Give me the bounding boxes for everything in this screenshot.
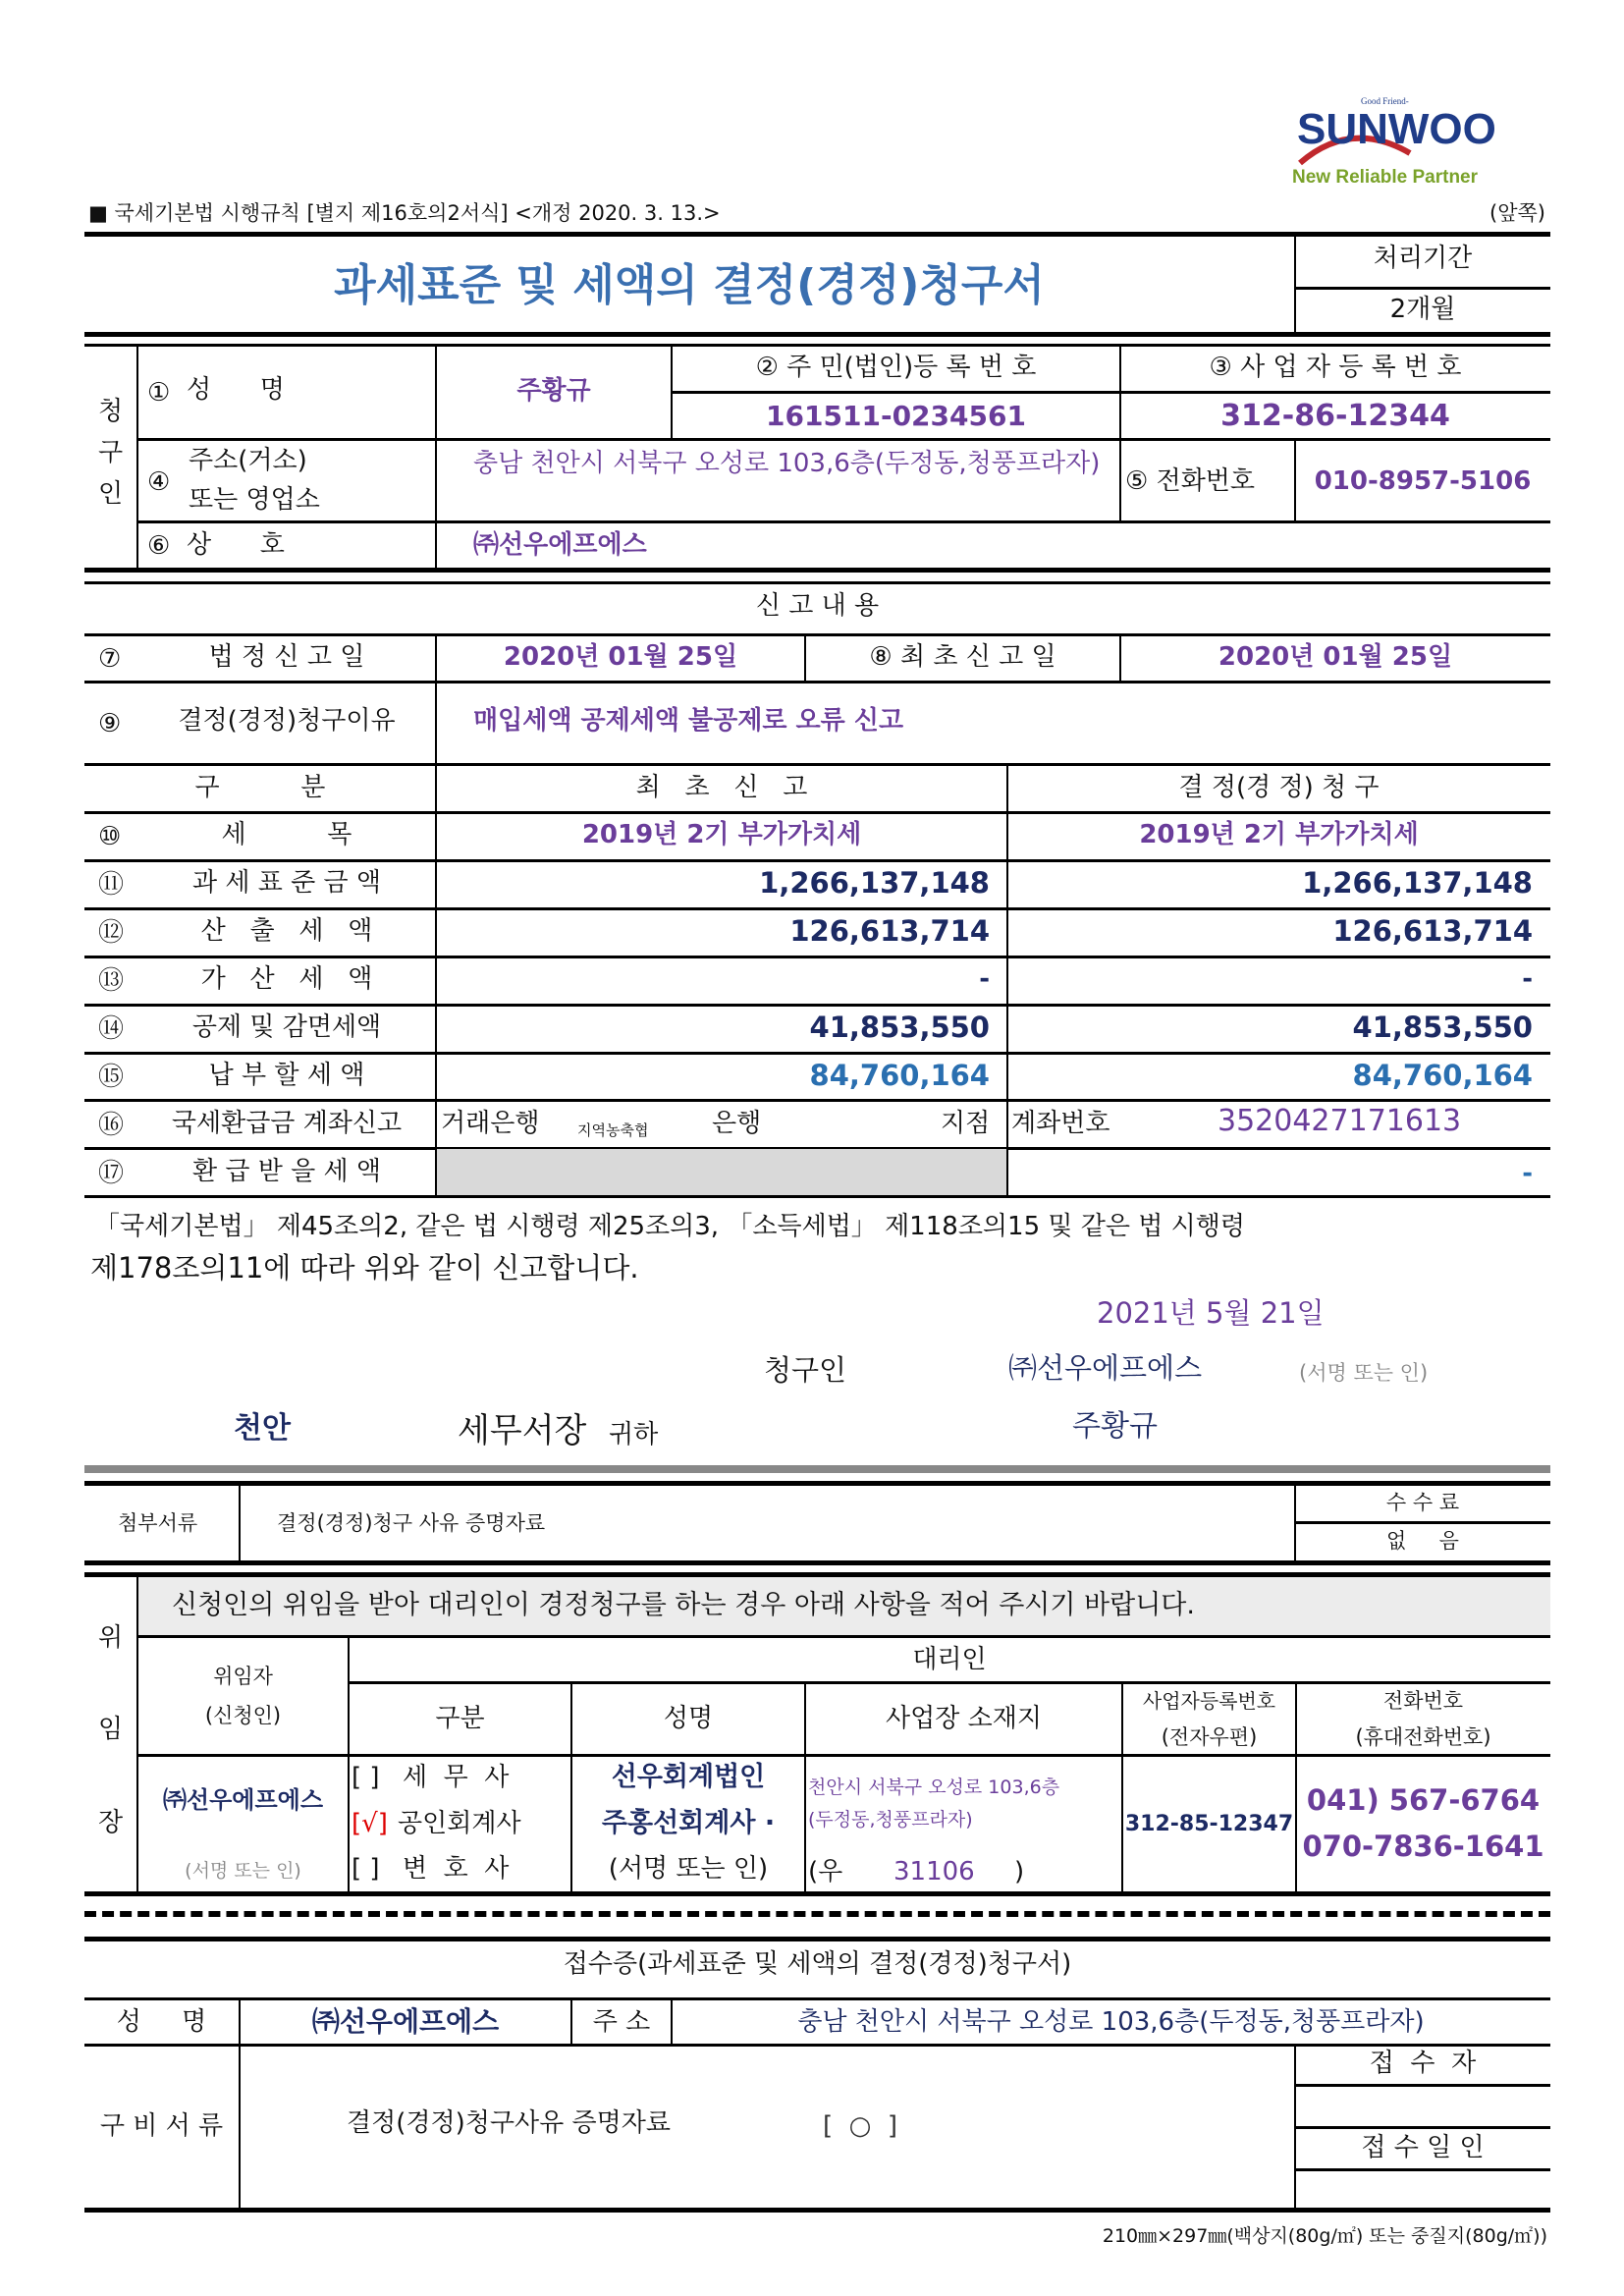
statutory-num: ⑦ <box>98 644 122 674</box>
agent-firm-name: 선우회계법인 <box>611 1762 766 1792</box>
statutory-label: 법 정 신 고 일 <box>208 642 365 672</box>
row-initial: 41,853,550 <box>809 1011 990 1044</box>
receiver-label: 접 수 자 <box>1369 2049 1477 2078</box>
delegator-label-2: (신청인) <box>204 1704 282 1727</box>
bank-suffix: 은행 <box>712 1109 762 1138</box>
paper-spec: 210㎜×297㎜(백상지(80g/㎡) 또는 중질지(80g/㎡)) <box>1102 2225 1547 2247</box>
delegation-side-char: 장 <box>98 1808 124 1837</box>
bank-name: 지역농축협 <box>577 1121 649 1139</box>
processing-period-label: 처리기간 <box>1373 244 1473 273</box>
receipt-title: 접수증(과세표준 및 세액의 결정(경정)청구서) <box>563 1949 1072 1979</box>
brn-value: 312-86-12344 <box>1220 399 1450 433</box>
claimant-label: 청구인 <box>764 1353 847 1387</box>
row-claim: 84,760,164 <box>1352 1059 1533 1092</box>
agent-phone-1: 041) 567-6764 <box>1306 1783 1541 1817</box>
agent-location-1: 천안시 서북구 오성로 103,6층 <box>808 1777 1060 1798</box>
row-claim: 41,853,550 <box>1352 1011 1533 1044</box>
applicant-side-char: 청 <box>98 397 124 426</box>
representative-name: 주황규 <box>1072 1409 1158 1444</box>
postal-code: 31106 <box>893 1857 975 1886</box>
agent-brn: 312-85-12347 <box>1124 1812 1294 1836</box>
initial-report-label: ⑧ 최 초 신 고 일 <box>869 642 1056 672</box>
row-num: ⑯ <box>98 1111 125 1140</box>
address-label-2: 또는 영업소 <box>189 485 320 515</box>
account-label: 계좌번호 <box>1011 1109 1110 1138</box>
header-brn-2: (전자우편) <box>1161 1725 1258 1749</box>
sunwoo-logo <box>1292 94 1538 188</box>
delegator-label-1: 위임자 <box>213 1665 273 1688</box>
initial-report-date: 2020년 01월 25일 <box>1218 642 1453 672</box>
address-num: ④ <box>147 467 171 497</box>
applicant-address: 충남 천안시 서북구 오성로 103,6층(두정동,청풍프라자) <box>473 449 1101 478</box>
checkbox-lawyer[interactable]: [ ] <box>352 1854 380 1884</box>
delegation-side-char: 위 <box>98 1623 124 1653</box>
row-label: 가 산 세 액 <box>200 964 373 994</box>
page-side: (앞쪽) <box>1489 201 1545 225</box>
header-location: 사업장 소재지 <box>886 1704 1042 1733</box>
bank-label: 거래은행 <box>441 1109 540 1138</box>
refund-initial-shaded <box>437 1149 1006 1195</box>
row-initial: 126,613,714 <box>789 914 990 948</box>
rrn-value: 161511-0234561 <box>766 400 1026 432</box>
row-label: 세 목 <box>221 820 352 849</box>
fee-label: 수 수 료 <box>1385 1491 1460 1514</box>
phone-label: ⑤ 전화번호 <box>1125 466 1256 496</box>
receipt-name: ㈜선우에프에스 <box>311 2005 500 2038</box>
type-label: 공인회계사 <box>398 1809 521 1838</box>
row-label: 납 부 할 세 액 <box>208 1061 365 1090</box>
bank-row-label: 국세환급금 계좌신고 <box>171 1109 403 1138</box>
row-initial: - <box>979 964 990 994</box>
agent-label: 대리인 <box>912 1645 987 1674</box>
postal-suffix: ) <box>1014 1857 1025 1886</box>
row-label: 과 세 표 준 금 액 <box>191 868 382 898</box>
receipt-date-label: 접 수 일 인 <box>1361 2133 1485 2162</box>
refund-claim: - <box>1522 1159 1533 1188</box>
row-label: 산 출 세 액 <box>200 916 373 946</box>
row-claim: - <box>1522 964 1533 994</box>
section-divider <box>84 1465 1550 1473</box>
logo-slogan: New Reliable Partner <box>1292 167 1479 188</box>
row-num: ⑩ <box>98 822 122 851</box>
row-initial: 2019년 2기 부가가치세 <box>581 820 862 849</box>
reason-label: 결정(경정)청구이유 <box>178 706 396 736</box>
address-label-1: 주소(거소) <box>189 446 307 475</box>
row-label: 공제 및 감면세액 <box>191 1012 382 1042</box>
page-title: 과세표준 및 세액의 결정(경정)청구서 <box>334 260 1045 310</box>
reason-value: 매입세액 공제세액 불공제로 오류 신고 <box>473 706 904 736</box>
declaration-line-2: 제178조의11에 따라 위와 같이 신고합니다. <box>90 1251 639 1285</box>
phone-value: 010-8957-5106 <box>1314 466 1532 496</box>
agent-sign: (서명 또는 인) <box>608 1854 769 1884</box>
header-phone-2: (휴대전화번호) <box>1355 1725 1491 1749</box>
delegation-banner-text: 신청인의 위임을 받아 대리인이 경정청구를 하는 경우 아래 사항을 적어 주시기 바랍니다. <box>172 1590 1195 1620</box>
receipt-address-label: 주 소 <box>592 2007 651 2037</box>
receipt-address: 충남 천안시 서북구 오성로 103,6층(두정동,청풍프라자) <box>797 2007 1425 2037</box>
row-num: ⑪ <box>98 870 125 900</box>
logo-tagline: Good Friend- <box>1361 96 1409 106</box>
cut-line <box>84 1911 1550 1917</box>
type-label: 세 무 사 <box>403 1763 510 1792</box>
docs-label: 구 비 서 류 <box>99 2111 224 2141</box>
honorific: 귀하 <box>609 1420 659 1449</box>
claimant-sign-note: (서명 또는 인) <box>1299 1361 1429 1385</box>
header-type: 구분 <box>435 1704 485 1733</box>
row-claim: 126,613,714 <box>1332 914 1533 948</box>
col-header-category: 구 분 <box>194 773 326 802</box>
checkbox-cpa-checked[interactable]: [√] <box>352 1809 388 1838</box>
col-header-claim: 결 정(경 정) 청 구 <box>1178 773 1380 802</box>
declaration-date: 2021년 5월 21일 <box>1097 1296 1325 1330</box>
agent-location-2: (두정동,청풍프라자) <box>808 1809 973 1831</box>
docs-check-mark: [ ○ ] <box>823 2111 898 2141</box>
row-num: ⑰ <box>98 1159 125 1188</box>
statutory-date: 2020년 01월 25일 <box>503 642 738 672</box>
delegator-sign: (서명 또는 인) <box>185 1860 301 1882</box>
row-claim: 2019년 2기 부가가치세 <box>1139 820 1419 849</box>
declaration-line-1: 「국세기본법」 제45조의2, 같은 법 시행령 제25조의3, 「소득세법」 제118조의15 및 같은 법 시행령 <box>94 1212 1245 1241</box>
account-number: 3520427171613 <box>1218 1104 1462 1138</box>
reason-num: ⑨ <box>98 709 122 738</box>
row-num: ⑫ <box>98 918 125 948</box>
receipt-name-label: 성 명 <box>116 2007 207 2037</box>
header-brn-1: 사업자등록번호 <box>1142 1689 1276 1713</box>
row-num: ⑭ <box>98 1014 125 1044</box>
row-num: ⑬ <box>98 966 125 996</box>
trade-num: ⑥ <box>147 531 171 561</box>
applicant-side-char: 구 <box>98 438 124 467</box>
applicant-side-char: 인 <box>98 479 124 509</box>
row-num: ⑮ <box>98 1063 125 1092</box>
row-claim: 1,266,137,148 <box>1302 866 1533 900</box>
checkbox-tax-accountant[interactable]: [ ] <box>352 1763 380 1792</box>
postal-prefix: (우 <box>808 1857 843 1886</box>
attachments-label: 첨부서류 <box>118 1511 198 1535</box>
header-phone-1: 전화번호 <box>1382 1689 1464 1713</box>
brn-label: ③ 사 업 자 등 록 번 호 <box>1209 353 1462 382</box>
rrn-label: ② 주 민(법인)등 록 번 호 <box>755 353 1037 382</box>
name-num: ① <box>147 378 171 408</box>
trade-label: 상 호 <box>187 530 285 560</box>
tax-office-suffix: 세무서장 <box>458 1411 587 1450</box>
applicant-name: 주황규 <box>516 376 591 406</box>
logo-brand: SUNWOO <box>1297 105 1496 153</box>
refund-label: 환 급 받 을 세 액 <box>191 1157 382 1186</box>
delegation-side-char: 임 <box>98 1715 124 1744</box>
claimant-name: ㈜선우에프에스 <box>1008 1351 1203 1385</box>
processing-period-value: 2개월 <box>1389 295 1456 324</box>
form-reference: ■ 국세기본법 시행규칙 [별지 제16호의2서식] <개정 2020. 3. 13.> <box>88 201 721 225</box>
delegator-name: ㈜선우에프에스 <box>162 1786 324 1814</box>
attachments-value: 결정(경정)청구 사유 증명자료 <box>277 1511 546 1535</box>
col-header-initial: 최 초 신 고 <box>635 773 808 802</box>
row-initial: 1,266,137,148 <box>759 866 990 900</box>
type-label: 변 호 사 <box>403 1854 510 1884</box>
docs-value: 결정(경정)청구사유 증명자료 <box>347 2108 671 2138</box>
agent-person-name: 주홍선회계사 · <box>601 1808 776 1838</box>
section-title: 신 고 내 용 <box>755 591 880 621</box>
trade-name: ㈜선우에프에스 <box>473 530 647 560</box>
name-label: 성 명 <box>187 375 285 405</box>
fee-value: 없 음 <box>1386 1529 1459 1553</box>
row-initial: 84,760,164 <box>809 1059 990 1092</box>
branch-suffix: 지점 <box>941 1109 991 1138</box>
agent-phone-2: 070-7836-1641 <box>1302 1830 1544 1863</box>
logo-swoosh-icon <box>1292 94 1538 188</box>
header-name: 성명 <box>663 1704 714 1733</box>
tax-office-name: 천안 <box>234 1411 291 1446</box>
